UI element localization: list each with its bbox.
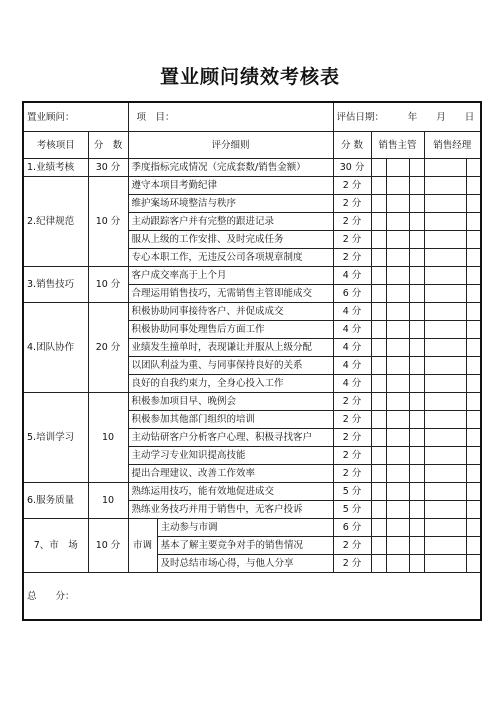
criterion-score: 4 分 [333, 267, 371, 285]
manager-score-b[interactable] [386, 555, 409, 573]
project-field[interactable]: 项 目： [128, 102, 333, 132]
manager-score-a[interactable] [371, 285, 386, 303]
manager-score-c[interactable] [409, 483, 424, 501]
header-sales-manager: 销售主管 [371, 132, 424, 159]
manager-score-a[interactable] [371, 339, 386, 357]
criterion-detail: 积极协助同事接待客户、并促成成交 [128, 303, 333, 321]
table-row [23, 159, 481, 177]
director-score-a[interactable] [424, 483, 466, 501]
table-row [23, 519, 481, 537]
criterion-detail: 业绩发生撞单时，表现谦让并服从上级分配 [128, 339, 333, 357]
manager-score-c[interactable] [409, 357, 424, 375]
criterion-detail: 积极参加其他部门组织的培训 [128, 411, 333, 429]
director-score-a[interactable] [424, 501, 466, 519]
director-score-b[interactable] [466, 501, 481, 519]
manager-score-a[interactable] [371, 537, 386, 555]
manager-score-b[interactable] [386, 465, 409, 483]
manager-score-a[interactable] [371, 393, 386, 411]
criterion-detail: 以团队利益为重、与同事保持良好的关系 [128, 357, 333, 375]
director-score-a[interactable] [424, 519, 466, 537]
director-score-a[interactable] [424, 177, 466, 195]
table-row [23, 267, 481, 285]
manager-score-c[interactable] [409, 213, 424, 231]
header-item: 考核项目 [23, 132, 88, 159]
market-sub-label: 市调 [128, 519, 157, 573]
director-score-b[interactable] [466, 375, 481, 393]
director-score-a[interactable] [424, 249, 466, 267]
table-row [23, 393, 481, 411]
category-score: 20 分 [88, 303, 128, 393]
director-score-a[interactable] [424, 285, 466, 303]
criterion-detail: 及时总结市场心得，与他人分享 [157, 555, 333, 573]
manager-score-a[interactable] [371, 519, 386, 537]
director-score-b[interactable] [466, 339, 481, 357]
manager-score-b[interactable] [386, 177, 409, 195]
category-name: 6.服务质量 [23, 483, 88, 519]
director-score-b[interactable] [466, 537, 481, 555]
director-score-b[interactable] [466, 159, 481, 177]
manager-score-a[interactable] [371, 411, 386, 429]
criterion-detail: 主动参与市调 [157, 519, 333, 537]
director-score-b[interactable] [466, 303, 481, 321]
table-row [23, 483, 481, 501]
header-score2: 分 数 [333, 132, 371, 159]
manager-score-b[interactable] [386, 537, 409, 555]
director-score-a[interactable] [424, 465, 466, 483]
manager-score-c[interactable] [409, 177, 424, 195]
category-name: 7、市 场 [23, 519, 88, 573]
manager-score-a[interactable] [371, 213, 386, 231]
criterion-score: 4 分 [333, 357, 371, 375]
manager-score-a[interactable] [371, 321, 386, 339]
date-field[interactable]: 评估日期： 年 月 日 [333, 102, 481, 132]
manager-score-b[interactable] [386, 375, 409, 393]
director-score-b[interactable] [466, 429, 481, 447]
category-name: 5.培训学习 [23, 393, 88, 483]
page-title: 置业顾问绩效考核表 [159, 66, 340, 88]
manager-score-c[interactable] [409, 267, 424, 285]
manager-score-c[interactable] [409, 159, 424, 177]
criterion-detail: 提出合理建议、改善工作效率 [128, 465, 333, 483]
criterion-detail: 专心本职工作，无违反公司各项规章制度 [128, 249, 333, 267]
director-score-a[interactable] [424, 537, 466, 555]
director-score-b[interactable] [466, 393, 481, 411]
manager-score-a[interactable] [371, 375, 386, 393]
manager-score-b[interactable] [386, 267, 409, 285]
table-row [23, 177, 481, 195]
manager-score-c[interactable] [409, 429, 424, 447]
director-score-b[interactable] [466, 519, 481, 537]
manager-score-b[interactable] [386, 303, 409, 321]
director-score-b[interactable] [466, 411, 481, 429]
manager-score-c[interactable] [409, 285, 424, 303]
director-score-a[interactable] [424, 231, 466, 249]
criterion-score: 5 分 [333, 483, 371, 501]
criterion-detail: 熟练业务技巧并用于销售中，无客户投诉 [128, 501, 333, 519]
category-score: 10 分 [88, 267, 128, 303]
manager-score-a[interactable] [371, 465, 386, 483]
category-name: 3.销售技巧 [23, 267, 88, 303]
director-score-a[interactable] [424, 555, 466, 573]
director-score-a[interactable] [424, 375, 466, 393]
category-score: 30 分 [88, 159, 128, 177]
manager-score-c[interactable] [409, 465, 424, 483]
criterion-detail: 主动跟踪客户并有完整的跟进记录 [128, 213, 333, 231]
director-score-a[interactable] [424, 321, 466, 339]
total-row [23, 573, 481, 621]
manager-score-a[interactable] [371, 357, 386, 375]
criterion-score: 4 分 [333, 375, 371, 393]
manager-score-b[interactable] [386, 519, 409, 537]
criterion-detail: 合理运用销售技巧，无需销售主管即能成交 [128, 285, 333, 303]
header-sales-director: 销售经理 [424, 132, 481, 159]
director-score-a[interactable] [424, 429, 466, 447]
manager-score-a[interactable] [371, 483, 386, 501]
manager-score-c[interactable] [409, 519, 424, 537]
manager-score-c[interactable] [409, 555, 424, 573]
director-score-b[interactable] [466, 447, 481, 465]
manager-score-c[interactable] [409, 447, 424, 465]
consultant-field[interactable]: 置业顾问： [23, 102, 128, 132]
manager-score-b[interactable] [386, 429, 409, 447]
director-score-a[interactable] [424, 159, 466, 177]
category-score: 10 分 [88, 177, 128, 267]
manager-score-c[interactable] [409, 321, 424, 339]
criterion-score: 5 分 [333, 501, 371, 519]
manager-score-a[interactable] [371, 501, 386, 519]
manager-score-b[interactable] [386, 285, 409, 303]
criterion-score: 2 分 [333, 195, 371, 213]
manager-score-b[interactable] [386, 159, 409, 177]
manager-score-c[interactable] [409, 375, 424, 393]
criterion-score: 2 分 [333, 177, 371, 195]
manager-score-b[interactable] [386, 339, 409, 357]
criterion-score: 2 分 [333, 447, 371, 465]
manager-score-c[interactable] [409, 537, 424, 555]
manager-score-b[interactable] [386, 249, 409, 267]
manager-score-c[interactable] [409, 195, 424, 213]
director-score-b[interactable] [466, 321, 481, 339]
director-score-a[interactable] [424, 357, 466, 375]
criterion-detail: 积极协助同事处理售后方面工作 [128, 321, 333, 339]
manager-score-c[interactable] [409, 501, 424, 519]
total-field[interactable]: 总 分： [23, 573, 481, 621]
manager-score-b[interactable] [386, 483, 409, 501]
manager-score-c[interactable] [409, 411, 424, 429]
manager-score-b[interactable] [386, 231, 409, 249]
criterion-detail: 季度指标完成情况（完成套数/销售金额） [128, 159, 333, 177]
criterion-detail: 服从上级的工作安排、及时完成任务 [128, 231, 333, 249]
director-score-a[interactable] [424, 339, 466, 357]
criterion-detail: 客户成交率高于上个月 [128, 267, 333, 285]
director-score-b[interactable] [466, 195, 481, 213]
criterion-score: 6 分 [333, 285, 371, 303]
manager-score-c[interactable] [409, 339, 424, 357]
criterion-score: 4 分 [333, 303, 371, 321]
manager-score-b[interactable] [386, 393, 409, 411]
criterion-score: 2 分 [333, 411, 371, 429]
director-score-b[interactable] [466, 177, 481, 195]
director-score-b[interactable] [466, 231, 481, 249]
director-score-a[interactable] [424, 213, 466, 231]
manager-score-b[interactable] [386, 195, 409, 213]
criterion-score: 4 分 [333, 339, 371, 357]
info-row [23, 102, 481, 132]
table-row [23, 303, 481, 321]
criterion-detail: 主动钻研客户分析客户心理、积极寻找客户 [128, 429, 333, 447]
manager-score-c[interactable] [409, 249, 424, 267]
manager-score-b[interactable] [386, 447, 409, 465]
criterion-detail: 维护案场环境整洁与秩序 [128, 195, 333, 213]
manager-score-a[interactable] [371, 303, 386, 321]
manager-score-a[interactable] [371, 267, 386, 285]
manager-score-a[interactable] [371, 447, 386, 465]
manager-score-a[interactable] [371, 429, 386, 447]
manager-score-b[interactable] [386, 357, 409, 375]
manager-score-b[interactable] [386, 321, 409, 339]
criterion-score: 2 分 [333, 249, 371, 267]
criterion-detail: 熟练运用技巧，能有效地促进成交 [128, 483, 333, 501]
criterion-score: 2 分 [333, 429, 371, 447]
criterion-score: 4 分 [333, 321, 371, 339]
manager-score-c[interactable] [409, 231, 424, 249]
criterion-detail: 基本了解主要竞争对手的销售情况 [157, 537, 333, 555]
manager-score-a[interactable] [371, 555, 386, 573]
director-score-b[interactable] [466, 465, 481, 483]
criterion-detail: 遵守本项目考勤纪律 [128, 177, 333, 195]
criterion-detail: 良好的自我约束力，全身心投入工作 [128, 375, 333, 393]
criterion-score: 2 分 [333, 213, 371, 231]
director-score-a[interactable] [424, 447, 466, 465]
criterion-score: 30 分 [333, 159, 371, 177]
director-score-b[interactable] [466, 483, 481, 501]
category-name: 4.团队协作 [23, 303, 88, 393]
criterion-score: 2 分 [333, 537, 371, 555]
director-score-b[interactable] [466, 357, 481, 375]
director-score-b[interactable] [466, 267, 481, 285]
header-detail: 评分细则 [128, 132, 333, 159]
evaluation-table [22, 101, 482, 621]
director-score-a[interactable] [424, 411, 466, 429]
manager-score-a[interactable] [371, 195, 386, 213]
manager-score-b[interactable] [386, 213, 409, 231]
manager-score-b[interactable] [386, 411, 409, 429]
category-score: 10 分 [88, 519, 128, 573]
director-score-a[interactable] [424, 303, 466, 321]
director-score-a[interactable] [424, 267, 466, 285]
director-score-a[interactable] [424, 195, 466, 213]
criterion-score: 2 分 [333, 555, 371, 573]
criterion-score: 2 分 [333, 393, 371, 411]
director-score-b[interactable] [466, 285, 481, 303]
manager-score-b[interactable] [386, 501, 409, 519]
header-row [23, 132, 481, 159]
header-score: 分 数 [88, 132, 128, 159]
director-score-b[interactable] [466, 555, 481, 573]
director-score-b[interactable] [466, 213, 481, 231]
director-score-b[interactable] [466, 249, 481, 267]
criterion-detail: 积极参加项目早、晚例会 [128, 393, 333, 411]
category-name: 1.业绩考核 [23, 159, 88, 177]
criterion-score: 2 分 [333, 231, 371, 249]
manager-score-c[interactable] [409, 393, 424, 411]
category-score: 10 [88, 483, 128, 519]
manager-score-a[interactable] [371, 159, 386, 177]
manager-score-a[interactable] [371, 177, 386, 195]
category-score: 10 [88, 393, 128, 483]
manager-score-a[interactable] [371, 231, 386, 249]
manager-score-c[interactable] [409, 303, 424, 321]
category-name: 2.纪律规范 [23, 177, 88, 267]
director-score-a[interactable] [424, 393, 466, 411]
criterion-score: 2 分 [333, 465, 371, 483]
criterion-detail: 主动学习专业知识提高技能 [128, 447, 333, 465]
manager-score-a[interactable] [371, 249, 386, 267]
criterion-score: 6 分 [333, 519, 371, 537]
